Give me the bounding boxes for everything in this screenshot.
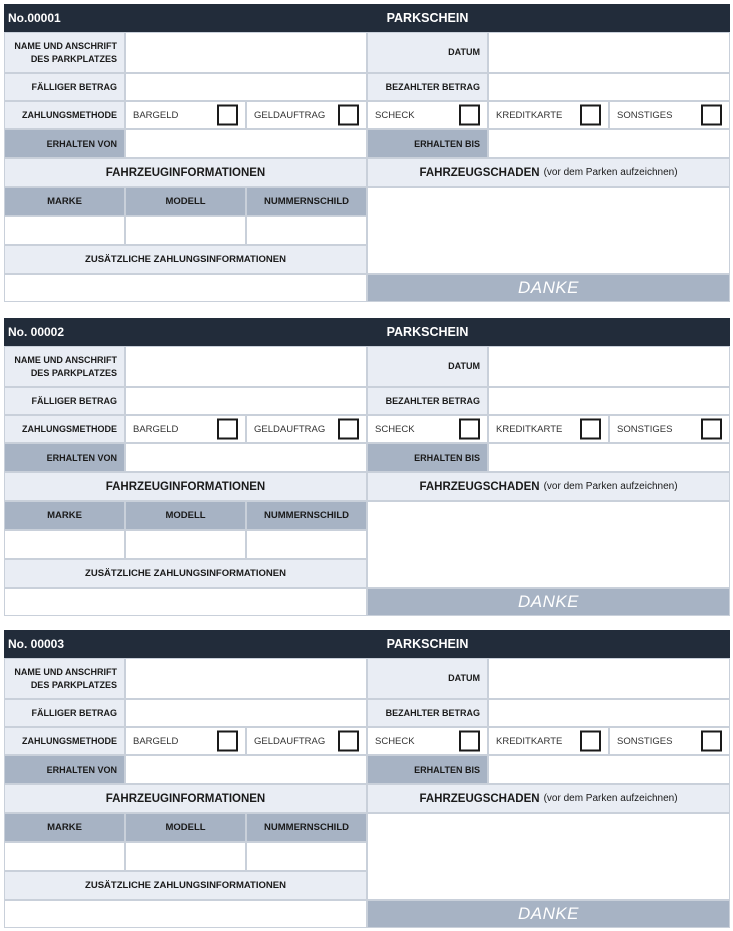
- option-credit-card-label: KREDITKARTE: [496, 423, 563, 435]
- credit-card-checkbox[interactable]: [580, 105, 601, 126]
- vehicle-damage-field[interactable]: [367, 187, 730, 274]
- amount-paid-field[interactable]: [488, 387, 730, 415]
- column-license-plate: NUMMERNSCHILD: [246, 813, 367, 842]
- amount-due-field[interactable]: [125, 73, 367, 101]
- option-other: [609, 727, 730, 755]
- vehicle-damage-heading: [367, 784, 730, 813]
- name-address-field[interactable]: [125, 658, 367, 699]
- vehicle-damage-label: FAHRZEUGSCHADEN: [419, 792, 540, 805]
- cash-checkbox[interactable]: [217, 105, 238, 126]
- option-other-label: SONSTIGES: [617, 109, 673, 121]
- amount-paid-label: BEZAHLTER BETRAG: [367, 699, 488, 727]
- amount-due-field[interactable]: [125, 387, 367, 415]
- ticket-number: No.00001: [4, 4, 125, 32]
- option-money-order-label: GELDAUFTRAG: [254, 735, 326, 747]
- option-money-order-label: GELDAUFTRAG: [254, 423, 326, 435]
- option-check-label: SCHECK: [375, 423, 415, 435]
- received-from-field[interactable]: [125, 129, 367, 158]
- check-checkbox[interactable]: [459, 105, 480, 126]
- vehicle-info-heading: FAHRZEUGINFORMATIONEN: [4, 158, 367, 187]
- received-from-label: ERHALTEN VON: [4, 443, 125, 472]
- ticket-title: PARKSCHEIN: [125, 630, 730, 658]
- ticket-title: PARKSCHEIN: [125, 318, 730, 346]
- date-label: DATUM: [367, 346, 488, 387]
- payment-method-label: ZAHLUNGSMETHODE: [4, 727, 125, 755]
- option-credit-card-label: KREDITKARTE: [496, 735, 563, 747]
- option-credit-card: [488, 727, 609, 755]
- received-until-label: ERHALTEN BIS: [367, 129, 488, 158]
- name-address-label: NAME UND ANSCHRIFT DES PARKPLATZES: [4, 32, 125, 73]
- column-model: MODELL: [125, 187, 246, 216]
- amount-paid-label: BEZAHLTER BETRAG: [367, 387, 488, 415]
- amount-due-label: FÄLLIGER BETRAG: [4, 699, 125, 727]
- vehicle-damage-heading: [367, 158, 730, 187]
- column-make: MARKE: [4, 501, 125, 530]
- additional-payment-field[interactable]: [4, 588, 367, 616]
- vehicle-damage-label: FAHRZEUGSCHADEN: [419, 480, 540, 493]
- column-model: MODELL: [125, 501, 246, 530]
- option-credit-card-label: KREDITKARTE: [496, 109, 563, 121]
- model-field[interactable]: [125, 842, 246, 871]
- amount-due-label: FÄLLIGER BETRAG: [4, 387, 125, 415]
- ticket-title: PARKSCHEIN: [125, 4, 730, 32]
- column-make: MARKE: [4, 813, 125, 842]
- date-field[interactable]: [488, 32, 730, 73]
- money-order-checkbox[interactable]: [338, 731, 359, 752]
- received-until-label: ERHALTEN BIS: [367, 443, 488, 472]
- option-money-order: [246, 101, 367, 129]
- option-credit-card: [488, 415, 609, 443]
- additional-payment-heading: ZUSÄTZLICHE ZAHLUNGSINFORMATIONEN: [4, 871, 367, 900]
- column-license-plate: NUMMERNSCHILD: [246, 187, 367, 216]
- amount-paid-field[interactable]: [488, 699, 730, 727]
- credit-card-checkbox[interactable]: [580, 731, 601, 752]
- option-credit-card: [488, 101, 609, 129]
- amount-due-label: FÄLLIGER BETRAG: [4, 73, 125, 101]
- column-license-plate: NUMMERNSCHILD: [246, 501, 367, 530]
- received-until-field[interactable]: [488, 129, 730, 158]
- received-from-label: ERHALTEN VON: [4, 755, 125, 784]
- name-address-field[interactable]: [125, 346, 367, 387]
- payment-method-label: ZAHLUNGSMETHODE: [4, 101, 125, 129]
- received-from-label: ERHALTEN VON: [4, 129, 125, 158]
- date-field[interactable]: [488, 346, 730, 387]
- received-until-field[interactable]: [488, 443, 730, 472]
- column-make: MARKE: [4, 187, 125, 216]
- ticket-number: No. 00002: [4, 318, 125, 346]
- option-check-label: SCHECK: [375, 109, 415, 121]
- option-check-label: SCHECK: [375, 735, 415, 747]
- option-cash-label: BARGELD: [133, 423, 179, 435]
- other-checkbox[interactable]: [701, 105, 722, 126]
- option-cash-label: BARGELD: [133, 109, 179, 121]
- date-label: DATUM: [367, 32, 488, 73]
- payment-method-label: ZAHLUNGSMETHODE: [4, 415, 125, 443]
- money-order-checkbox[interactable]: [338, 105, 359, 126]
- vehicle-damage-note: (vor dem Parken aufzeichnen): [543, 481, 678, 492]
- additional-payment-heading: ZUSÄTZLICHE ZAHLUNGSINFORMATIONEN: [4, 559, 367, 588]
- received-from-field[interactable]: [125, 443, 367, 472]
- license-plate-field[interactable]: [246, 530, 367, 559]
- amount-paid-field[interactable]: [488, 73, 730, 101]
- make-field[interactable]: [4, 216, 125, 245]
- option-check: [367, 101, 488, 129]
- money-order-checkbox[interactable]: [338, 419, 359, 440]
- option-cash-label: BARGELD: [133, 735, 179, 747]
- received-until-label: ERHALTEN BIS: [367, 755, 488, 784]
- make-field[interactable]: [4, 842, 125, 871]
- column-model: MODELL: [125, 813, 246, 842]
- ticket-number: No. 00003: [4, 630, 125, 658]
- cash-checkbox[interactable]: [217, 731, 238, 752]
- cash-checkbox[interactable]: [217, 419, 238, 440]
- model-field[interactable]: [125, 530, 246, 559]
- option-money-order: [246, 415, 367, 443]
- option-check: [367, 415, 488, 443]
- other-checkbox[interactable]: [701, 731, 722, 752]
- option-other-label: SONSTIGES: [617, 735, 673, 747]
- vehicle-info-heading: FAHRZEUGINFORMATIONEN: [4, 472, 367, 501]
- license-plate-field[interactable]: [246, 216, 367, 245]
- additional-payment-heading: ZUSÄTZLICHE ZAHLUNGSINFORMATIONEN: [4, 245, 367, 274]
- additional-payment-field[interactable]: [4, 274, 367, 302]
- option-cash: [125, 727, 246, 755]
- vehicle-damage-field[interactable]: [367, 813, 730, 900]
- thanks-banner: DANKE: [367, 588, 730, 616]
- amount-paid-label: BEZAHLTER BETRAG: [367, 73, 488, 101]
- option-check: [367, 727, 488, 755]
- credit-card-checkbox[interactable]: [580, 419, 601, 440]
- vehicle-damage-field[interactable]: [367, 501, 730, 588]
- vehicle-damage-label: FAHRZEUGSCHADEN: [419, 166, 540, 179]
- name-address-label: NAME UND ANSCHRIFT DES PARKPLATZES: [4, 346, 125, 387]
- vehicle-damage-heading: [367, 472, 730, 501]
- thanks-banner: DANKE: [367, 274, 730, 302]
- option-money-order: [246, 727, 367, 755]
- model-field[interactable]: [125, 216, 246, 245]
- name-address-label: NAME UND ANSCHRIFT DES PARKPLATZES: [4, 658, 125, 699]
- option-other: [609, 101, 730, 129]
- vehicle-info-heading: FAHRZEUGINFORMATIONEN: [4, 784, 367, 813]
- option-cash: [125, 415, 246, 443]
- option-money-order-label: GELDAUFTRAG: [254, 109, 326, 121]
- vehicle-damage-note: (vor dem Parken aufzeichnen): [543, 167, 678, 178]
- check-checkbox[interactable]: [459, 731, 480, 752]
- received-until-field[interactable]: [488, 755, 730, 784]
- thanks-banner: DANKE: [367, 900, 730, 928]
- check-checkbox[interactable]: [459, 419, 480, 440]
- amount-due-field[interactable]: [125, 699, 367, 727]
- received-from-field[interactable]: [125, 755, 367, 784]
- license-plate-field[interactable]: [246, 842, 367, 871]
- date-label: DATUM: [367, 658, 488, 699]
- other-checkbox[interactable]: [701, 419, 722, 440]
- name-address-field[interactable]: [125, 32, 367, 73]
- option-other-label: SONSTIGES: [617, 423, 673, 435]
- option-cash: [125, 101, 246, 129]
- option-other: [609, 415, 730, 443]
- make-field[interactable]: [4, 530, 125, 559]
- additional-payment-field[interactable]: [4, 900, 367, 928]
- date-field[interactable]: [488, 658, 730, 699]
- vehicle-damage-note: (vor dem Parken aufzeichnen): [543, 793, 678, 804]
